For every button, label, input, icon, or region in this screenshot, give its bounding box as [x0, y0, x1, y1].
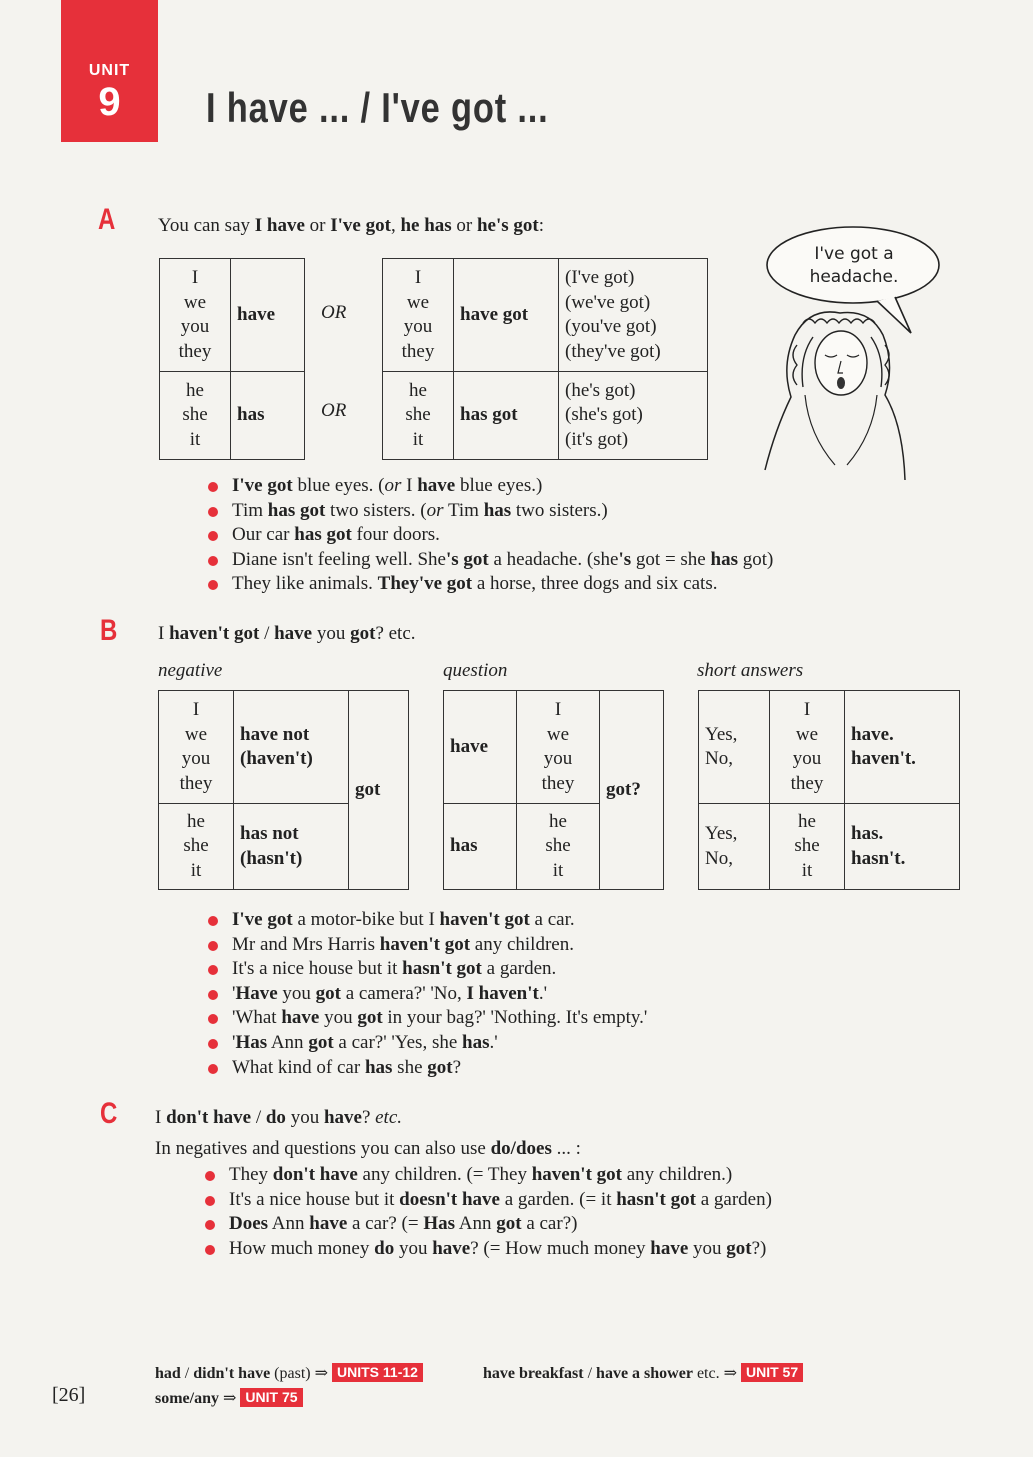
- example-item: Our car has got four doors.: [208, 523, 773, 548]
- cross-ref-some-any[interactable]: some/any ⇒ UNIT 75: [155, 1388, 303, 1408]
- example-item: 'Has Ann got a car?' 'Yes, she has.': [208, 1031, 647, 1056]
- yes-no-cell: Yes, No,: [699, 691, 770, 804]
- example-item: Mr and Mrs Harris haven't got any children.: [208, 933, 647, 958]
- pronoun-cell-plural: I we you they: [160, 259, 231, 372]
- pronoun-cell-singular: he she it: [770, 804, 845, 890]
- page-title: I have ... / I've got ...: [206, 84, 549, 131]
- unit-label: UNIT: [88, 62, 131, 79]
- verb-cell-has: has: [444, 804, 517, 890]
- unit-link-badge[interactable]: UNITS 11-12: [332, 1363, 423, 1382]
- section-c-examples: [205, 1163, 772, 1261]
- example-item: How much money do you have? (= How much money have you got?): [205, 1237, 772, 1262]
- unit-badge: [61, 0, 158, 142]
- example-item: Does Ann have a car? (= Has Ann got a car?): [205, 1212, 772, 1237]
- or-label-2: OR: [321, 400, 347, 421]
- verb-cell-has-got: has got: [454, 372, 559, 460]
- speech-bubble-text: I've got a headache.: [809, 244, 899, 287]
- answer-cell-have: have. haven't.: [845, 691, 960, 804]
- label-question: question: [443, 660, 508, 681]
- cross-ref-past[interactable]: had / didn't have (past) ⇒ UNITS 11-12: [155, 1363, 423, 1383]
- yes-no-cell: Yes, No,: [699, 804, 770, 890]
- pronoun-cell-singular: he she it: [517, 804, 600, 890]
- pronoun-cell-plural: I we you they: [159, 691, 234, 804]
- answer-cell-has: has. hasn't.: [845, 804, 960, 890]
- pronoun-cell-singular: he she it: [383, 372, 454, 460]
- section-b-letter: B: [100, 614, 118, 647]
- contraction-cell-plural: (I've got) (we've got) (you've got) (they've got): [559, 259, 708, 372]
- example-item: I've got blue eyes. (or I have blue eyes.): [208, 474, 773, 499]
- unit-link-badge[interactable]: UNIT 57: [741, 1363, 803, 1382]
- short-answers-table: [698, 690, 960, 890]
- page-number: [26]: [52, 1384, 86, 1406]
- have-got-table: [382, 258, 708, 460]
- example-item: They like animals. They've got a horse, three dogs and six cats.: [208, 572, 773, 597]
- verb-cell-have: have: [444, 691, 517, 804]
- label-negative: negative: [158, 660, 223, 681]
- example-item: They don't have any children. (= They haven't got any children.): [205, 1163, 772, 1188]
- contraction-cell-singular: (he's got) (she's got) (it's got): [559, 372, 708, 460]
- section-c-intro: I don't have / do you have? etc.: [155, 1107, 403, 1128]
- example-item: I've got a motor-bike but I haven't got a car.: [208, 908, 647, 933]
- got-cell: got: [349, 691, 409, 890]
- section-a-examples: [208, 474, 773, 597]
- have-table: [159, 258, 305, 460]
- example-item: It's a nice house but it hasn't got a garden.: [208, 957, 647, 982]
- pronoun-cell-singular: he she it: [160, 372, 231, 460]
- or-label-1: OR: [321, 302, 347, 323]
- section-a-intro: You can say I have or I've got, he has or he's got:: [158, 215, 545, 236]
- got-cell: got?: [600, 691, 664, 890]
- example-item: It's a nice house but it doesn't have a garden. (= it hasn't got a garden): [205, 1188, 772, 1213]
- example-item: Tim has got two sisters. (or Tim has two sisters.): [208, 499, 773, 524]
- example-item: Diane isn't feeling well. She's got a headache. (she's got = she has got): [208, 548, 773, 573]
- pronoun-cell-singular: he she it: [159, 804, 234, 890]
- example-item: 'Have you got a camera?' 'No, I haven't.': [208, 982, 647, 1007]
- pronoun-cell-plural: I we you they: [517, 691, 600, 804]
- pronoun-cell-plural: I we you they: [770, 691, 845, 804]
- verb-cell-has: has: [231, 372, 305, 460]
- unit-number: 9: [98, 80, 121, 124]
- question-table: [443, 690, 664, 890]
- verb-cell-have: have: [231, 259, 305, 372]
- cross-ref-have-breakfast[interactable]: have breakfast / have a shower etc. ⇒ UNIT 57: [483, 1363, 803, 1383]
- example-item: 'What have you got in your bag?' 'Nothing. It's empty.': [208, 1006, 647, 1031]
- verb-cell-have-not: have not (haven't): [234, 691, 349, 804]
- section-b-intro: I haven't got / have you got? etc.: [158, 623, 416, 644]
- label-short-answers: short answers: [697, 660, 804, 681]
- negative-table: [158, 690, 409, 890]
- example-item: What kind of car has she got?: [208, 1056, 647, 1081]
- section-a-letter: A: [98, 203, 116, 236]
- pronoun-cell-plural: I we you they: [383, 259, 454, 372]
- unit-link-badge[interactable]: UNIT 75: [240, 1388, 302, 1407]
- verb-cell-have-got: have got: [454, 259, 559, 372]
- section-c-letter: C: [100, 1097, 118, 1130]
- section-b-examples: [208, 908, 647, 1080]
- verb-cell-has-not: has not (hasn't): [234, 804, 349, 890]
- section-c-line2: In negatives and questions you can also use do/does ... :: [155, 1138, 581, 1159]
